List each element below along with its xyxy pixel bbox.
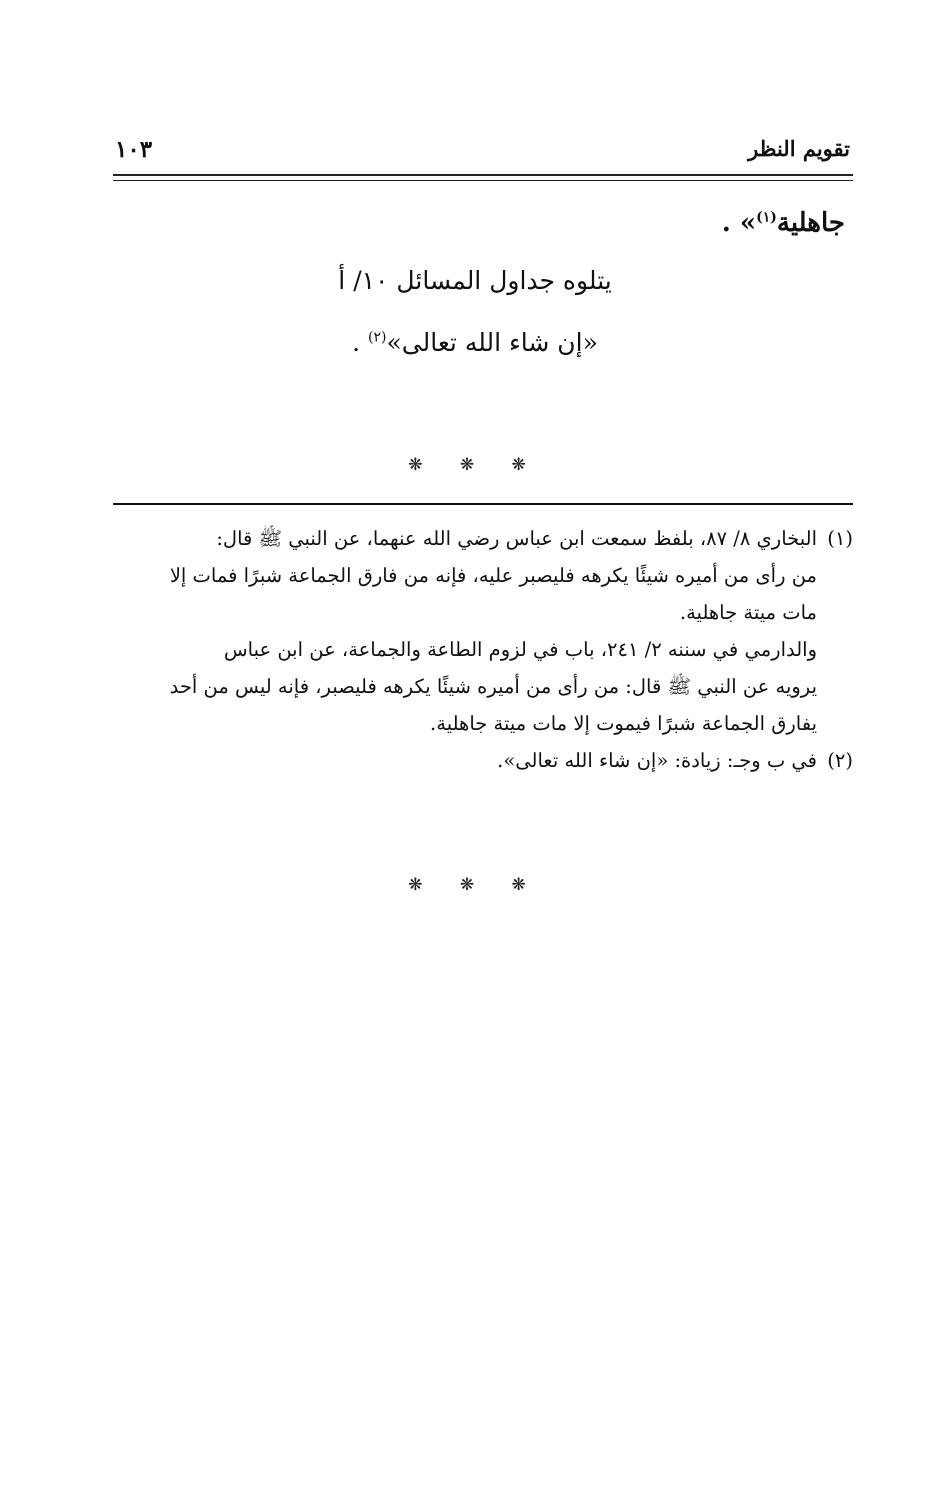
book-title: تقويم النظر xyxy=(748,136,850,161)
colophon-end: . xyxy=(352,328,369,357)
footnote-1-line: يفارق الجماعة شبرًا فيموت إلا مات ميتة جاهلية. xyxy=(430,712,817,735)
colophon-line-2 xyxy=(0,328,950,357)
colophon-phrase: «إن شاء الله تعالى» xyxy=(386,328,598,357)
footnote-1-number: (١) xyxy=(827,527,853,550)
running-header xyxy=(115,132,850,172)
closing-quote: » . xyxy=(721,208,757,238)
header-rule-thick xyxy=(113,174,853,176)
footnote-2-number: (٢) xyxy=(827,749,853,772)
footnotes-block xyxy=(113,520,853,779)
end-divider-stars: ❋ ❋ ❋ xyxy=(408,875,542,895)
continued-text-line xyxy=(722,208,845,238)
footnote-separator xyxy=(113,503,853,505)
footnote-ref-1: (١) xyxy=(756,209,777,226)
footnote-2-line xyxy=(113,742,853,779)
footnote-1-line: والدارمي في سننه ٢/ ٢٤١، باب في لزوم الطاعة والجماعة، عن ابن عباس xyxy=(223,638,817,661)
header-rule-thin xyxy=(113,180,853,181)
section-divider-stars: ❋ ❋ ❋ xyxy=(408,455,542,475)
footnote-1-line: من رأى من أميره شيئًا يكرهه فليصبر عليه، فإنه من فارق الجماعة شبرًا فمات إلا xyxy=(169,564,817,587)
footnote-1-text: البخاري ٨/ ٨٧، بلفظ سمعت ابن عباس رضي الله عنهما، عن النبي ﷺ قال: xyxy=(216,527,817,550)
footnote-1-line xyxy=(113,520,853,557)
colophon-line-1: يتلوه جداول المسائل ١٠/ أ xyxy=(338,266,612,295)
footnote-1-line: مات ميتة جاهلية. xyxy=(679,601,817,624)
footnote-1-line: يرويه عن النبي ﷺ قال: من رأى من أميره شيئًا يكرهه فليصبر، فإنه ليس من أحد xyxy=(169,675,817,698)
continued-word: جاهلية xyxy=(776,208,845,238)
footnote-ref-2: (٢) xyxy=(368,329,387,346)
page-number: ١٠٣ xyxy=(115,136,153,163)
footnote-2-text: في ب وجـ: زيادة: «إن شاء الله تعالى». xyxy=(497,749,817,772)
